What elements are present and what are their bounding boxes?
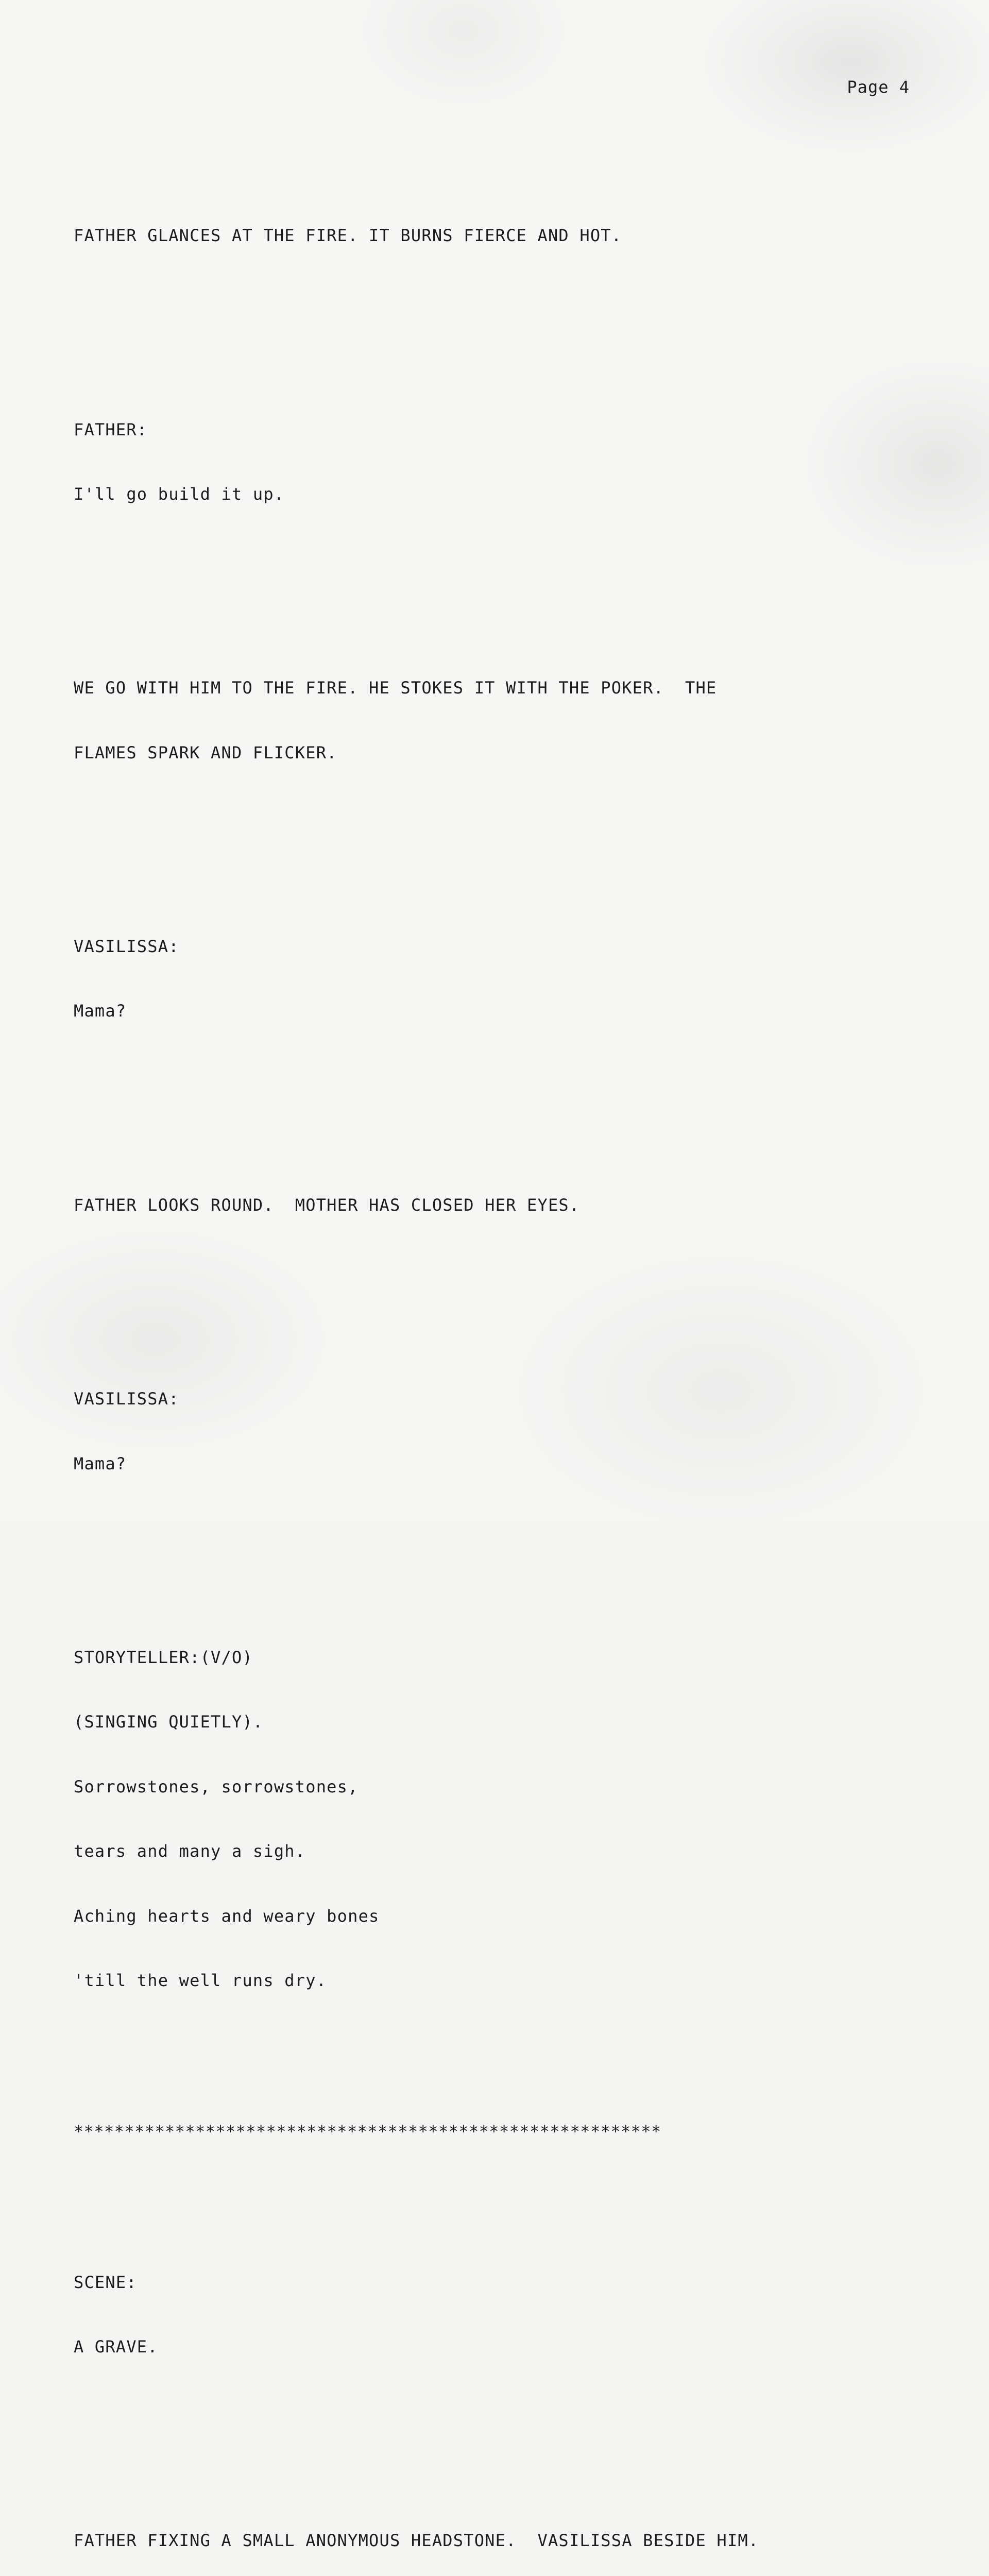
- dialogue-line: Mama?: [74, 1453, 127, 1473]
- script-line: WE GO WITH HIM TO THE FIRE. HE STOKES IT WITH THE POKER. THE: [74, 678, 717, 698]
- dialogue-line: Mama?: [74, 1001, 127, 1021]
- dialogue-block: [74, 1346, 918, 1518]
- action-block: [74, 182, 918, 290]
- script-line: FATHER GLANCES AT THE FIRE. IT BURNS FIERCE AND HOT.: [74, 226, 622, 246]
- song-line: 'till the well runs dry.: [74, 1970, 327, 1990]
- character-name: VASILISSA:: [74, 1389, 179, 1409]
- scene-location: A GRAVE.: [74, 2336, 158, 2357]
- song-line: Aching hearts and weary bones: [74, 1906, 380, 1926]
- character-name: VASILISSA:: [74, 937, 179, 957]
- dialogue-block: [74, 1604, 918, 2035]
- script-line: FATHER FIXING A SMALL ANONYMOUS HEADSTONE. VASILISSA BESIDE HIM.: [74, 2531, 759, 2551]
- action-block: [74, 635, 918, 807]
- scene-label: SCENE:: [74, 2272, 137, 2292]
- page-number: Page 4: [847, 77, 910, 97]
- dialogue-block: [74, 376, 918, 548]
- dialogue-block: [74, 893, 918, 1065]
- script-line: FLAMES SPARK AND FLICKER.: [74, 742, 337, 762]
- script-line: FATHER LOOKS ROUND. MOTHER HAS CLOSED HER EYES.: [74, 1195, 580, 1215]
- song-line: Sorrowstones, sorrowstones,: [74, 1776, 359, 1797]
- character-name: FATHER:: [74, 419, 148, 439]
- scene-separator: **********************************************************: [74, 2121, 661, 2141]
- song-line: tears and many a sigh.: [74, 1841, 306, 1861]
- action-block: [74, 2487, 918, 2576]
- character-name: STORYTELLER:(V/O): [74, 1648, 253, 1667]
- script-content: [74, 139, 918, 2576]
- action-block: [74, 1151, 918, 1259]
- scene-heading: [74, 2229, 918, 2401]
- dialogue-line: I'll go build it up.: [74, 484, 285, 504]
- stage-direction: (SINGING QUIETLY).: [74, 1712, 264, 1732]
